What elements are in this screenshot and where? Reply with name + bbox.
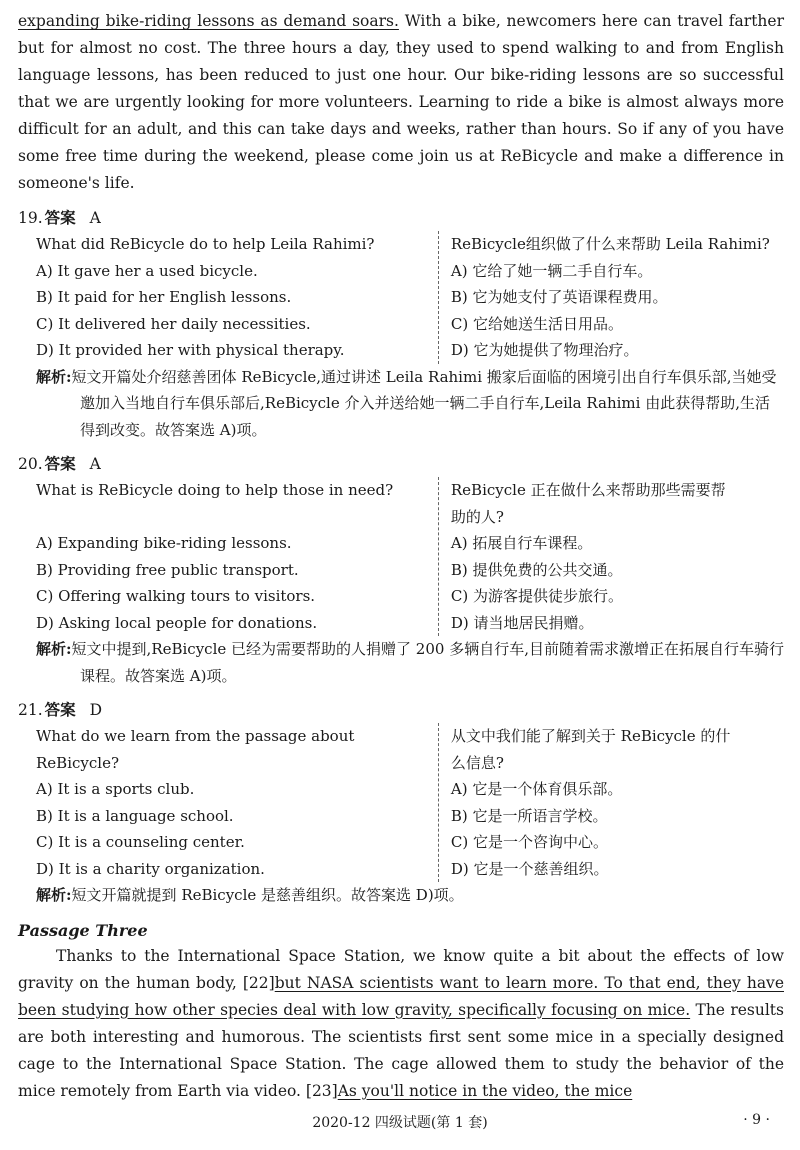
q20-option-b-en: B) Providing free public transport.: [36, 560, 299, 579]
q21-option-d-zh: D) 它是一个慈善组织。: [450, 859, 609, 878]
q21-option-b-zh: B) 它是一所语言学校。: [450, 806, 608, 825]
q19-header: [18, 205, 784, 231]
q19-option-c-en: C) It delivered her daily necessities.: [36, 314, 311, 333]
document-page: [18, 8, 784, 1105]
q20-explanation: [36, 636, 784, 689]
q19-answer-label: 答案: [44, 208, 76, 227]
q21-explanation-text: 短文开篇就提到 ReBicycle 是慈善组织。故答案选 D)项。: [71, 886, 464, 904]
q20-spacer: [36, 504, 428, 531]
q21-question-en-1: What do we learn from the passage about: [36, 727, 355, 745]
q21-question-zh-1: 从文中我们能了解到关于 ReBicycle 的什: [450, 727, 731, 745]
q20-question-en: What is ReBicycle doing to help those in need?: [36, 481, 394, 499]
q21-option-d-en: D) It is a charity organization.: [36, 859, 265, 878]
underlined-sentence: expanding bike-riding lessons as demand soars.: [18, 12, 399, 30]
q21-option-c-zh: C) 它是一个咨询中心。: [450, 833, 608, 851]
q21-options: [36, 723, 784, 882]
q19-option-b-zh: B) 它为她支付了英语课程费用。: [450, 288, 668, 306]
q20-question-zh-2: 助的人?: [450, 507, 504, 526]
q19-options: [36, 231, 784, 364]
q21-option-b-en: B) It is a language school.: [36, 806, 234, 825]
q19-number: 19.: [18, 209, 43, 227]
q21-explanation: [36, 882, 784, 909]
q19-option-b-en: B) It paid for her English lessons.: [36, 288, 292, 306]
q20-option-c-zh: C) 为游客提供徒步旅行。: [450, 587, 623, 605]
passage-three-title: Passage Three: [18, 920, 148, 940]
q19-explanation: [36, 364, 784, 444]
q19-explanation-label: 解析:: [36, 367, 72, 386]
q21-question-zh-2: 么信息?: [450, 753, 504, 772]
q21-option-a-zh: A) 它是一个体育俱乐部。: [450, 780, 623, 798]
q20-chinese: [439, 477, 784, 636]
q19-option-a-zh: A) 它给了她一辆二手自行车。: [450, 261, 653, 280]
q21-english: [36, 723, 439, 882]
q20-header: [18, 451, 784, 477]
q20-option-c-en: C) Offering walking tours to visitors.: [36, 587, 316, 605]
q20-option-d-zh: D) 请当地居民捐赠。: [450, 613, 594, 632]
passage-three-paragraph: [18, 943, 784, 1105]
q20-explanation-text: 短文中提到,ReBicycle 已经为需要帮助的人捐赠了 200 多辆自行车,目前随着需求激增正在拓展自行车骑行课程。故答案选 A)项。: [71, 640, 784, 685]
q19-option-c-zh: C) 它给她送生活日用品。: [450, 314, 623, 333]
q20-option-b-zh: B) 提供免费的公共交通。: [450, 560, 623, 579]
intro-paragraph: [18, 8, 784, 197]
q20-option-a-en: A) Expanding bike-riding lessons.: [36, 534, 292, 552]
q21-question-en-2: ReBicycle?: [36, 753, 119, 772]
footer-title: 2020-12 四级试题(第 1 套): [312, 1115, 488, 1131]
intro-text: With a bike, newcomers here can travel farther but for almost no cost. The three hours a day, they used to spend walking to and from English language lessons, has been reduced to just one hour. Our bike-riding lessons are so successful that we are urgently looking for more volunteers. Learning to ride a bike is almost always more difficult for an adult, and this can take days and weeks, rather than hours. So if any of you have some free time during the weekend, please come join us at ReBicycle and make a difference in someone's life.: [18, 12, 784, 192]
q19-question-en: What did ReBicycle do to help Leila Rahimi?: [36, 235, 375, 253]
q21-header: [18, 697, 784, 723]
q20-answer-label: 答案: [44, 454, 76, 473]
q21-chinese: [439, 723, 784, 882]
q20-explanation-label: 解析:: [36, 640, 72, 658]
q20-number: 20.: [18, 455, 43, 473]
q19-option-d-en: D) It provided her with physical therapy.: [36, 341, 345, 359]
q21-number: 21.: [18, 701, 43, 719]
q19-answer: A: [89, 209, 101, 227]
q21-option-c-en: C) It is a counseling center.: [36, 833, 245, 851]
q19-chinese: [439, 231, 784, 364]
q21-option-a-en: A) It is a sports club.: [36, 780, 195, 798]
passage-three-underline-22: but NASA scientists want to learn more. To that end, they have been studying how other species deal with low gravity, specifically focusing on mice.: [18, 973, 784, 1019]
page-number: · 9 ·: [743, 1112, 770, 1128]
passage-three-underline-23: As you'll notice in the video, the mice: [337, 1081, 633, 1100]
q19-english: [36, 231, 439, 364]
q19-option-d-zh: D) 它为她提供了物理治疗。: [450, 341, 639, 359]
q21-answer-label: 答案: [44, 700, 76, 719]
q21-explanation-label: 解析:: [36, 886, 72, 904]
passage-three-text-2: The results are both interesting and humorous. The scientists first sent some mice in a specially designed cage to the International Space Station. The cage allowed them to study the behavior of the mice remotely from Earth via video. [23]: [18, 1000, 784, 1100]
q19-explanation-text: 短文开篇处介绍慈善团体 ReBicycle,通过讲述 Leila Rahimi 搬家后面临的困境引出自行车俱乐部,当她受邀加入当地自行车俱乐部后,ReBicycle 介入并送给她一辆二手自行车,Leila Rahimi 由此获得帮助,生活得到改变。故答案选 A)项。: [71, 367, 777, 439]
q20-answer: A: [89, 455, 101, 473]
passage-three-text-1: Thanks to the International Space Station, we know quite a bit about the effects of low gravity on the human body, [22]: [18, 946, 784, 992]
q21-answer: D: [89, 701, 103, 719]
q19-question-zh: ReBicycle组织做了什么来帮助 Leila Rahimi?: [450, 235, 770, 253]
q20-option-a-zh: A) 拓展自行车课程。: [450, 534, 593, 552]
q20-english: [36, 477, 439, 636]
q20-options: [36, 477, 784, 636]
q20-question-zh-1: ReBicycle 正在做什么来帮助那些需要帮: [450, 481, 726, 499]
q20-option-d-en: D) Asking local people for donations.: [36, 613, 318, 632]
q19-option-a-en: A) It gave her a used bicycle.: [36, 261, 258, 280]
